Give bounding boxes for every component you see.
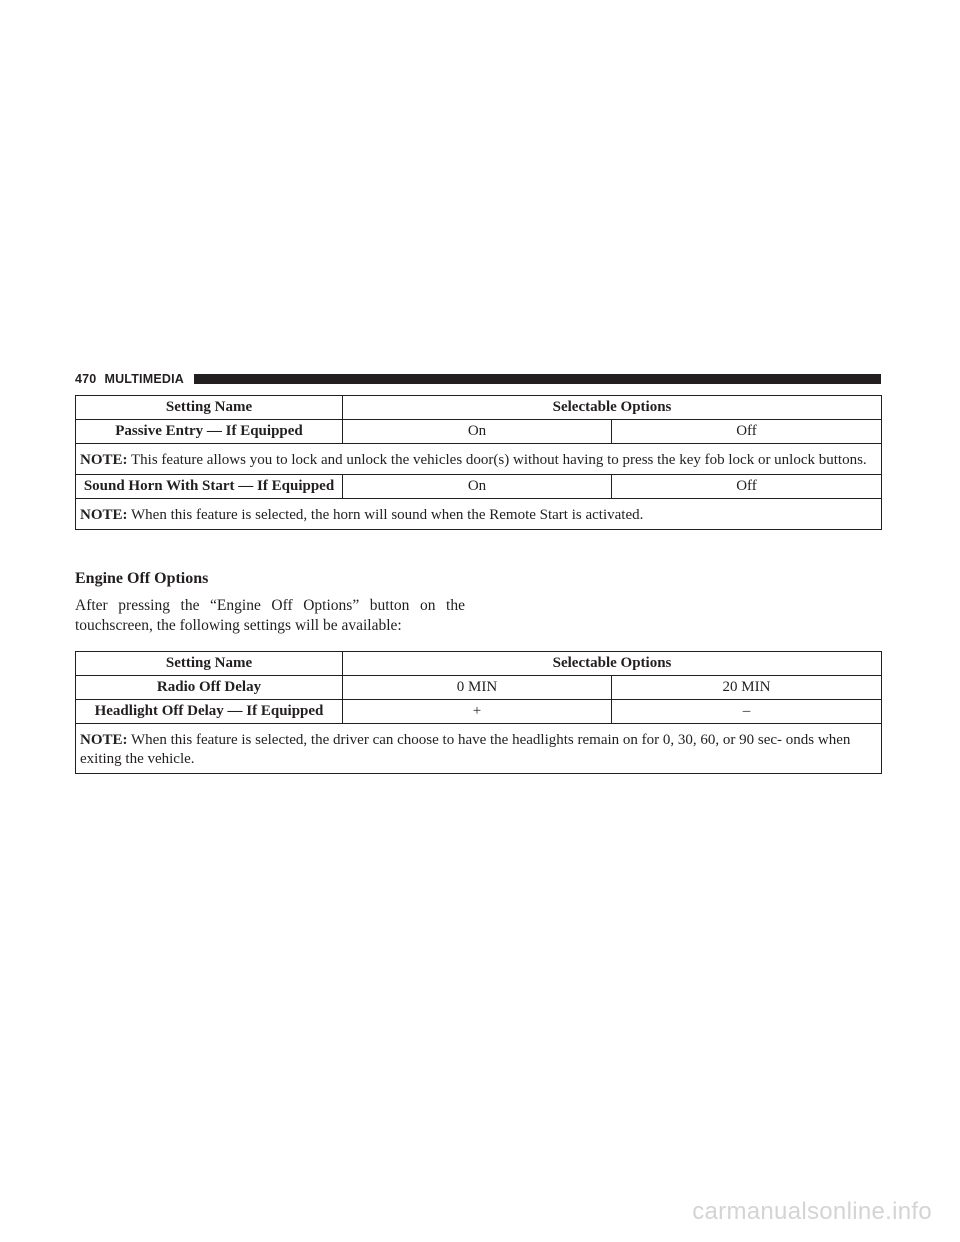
header-setting-name: Setting Name bbox=[76, 396, 343, 420]
table-row bbox=[76, 420, 882, 444]
option-on: On bbox=[343, 420, 612, 444]
table-row bbox=[76, 475, 882, 499]
setting-name-sound-horn: Sound Horn With Start — If Equipped bbox=[76, 475, 343, 499]
note-row bbox=[76, 499, 882, 530]
table-header-row bbox=[76, 652, 882, 676]
option-0-min: 0 MIN bbox=[343, 676, 612, 700]
site-watermark: carmanualsonline.info bbox=[692, 1198, 932, 1225]
note-headlight-off-delay bbox=[76, 724, 882, 774]
option-on: On bbox=[343, 475, 612, 499]
option-off: Off bbox=[612, 475, 882, 499]
note-label: NOTE: bbox=[80, 452, 128, 468]
note-label: NOTE: bbox=[80, 507, 128, 523]
option-off: Off bbox=[612, 420, 882, 444]
note-label: NOTE: bbox=[80, 732, 128, 748]
note-row bbox=[76, 724, 882, 774]
option-minus: – bbox=[612, 700, 882, 724]
page-number: 470 bbox=[75, 372, 97, 386]
remote-start-settings-table bbox=[75, 395, 882, 530]
header-setting-name: Setting Name bbox=[76, 652, 343, 676]
page-header bbox=[75, 370, 881, 388]
table-header-row bbox=[76, 396, 882, 420]
note-text: When this feature is selected, the horn will sound when the Remote Start is activated. bbox=[131, 507, 644, 523]
header-selectable-options: Selectable Options bbox=[343, 652, 882, 676]
note-passive-entry bbox=[76, 444, 882, 475]
note-row bbox=[76, 444, 882, 475]
note-text: When this feature is selected, the driver can choose to have the headlights remain on for 0, 30, 60, or 90 sec- onds when exiting the vehicle. bbox=[80, 732, 851, 767]
option-20-min: 20 MIN bbox=[612, 676, 882, 700]
engine-off-settings-table bbox=[75, 651, 882, 774]
note-text: This feature allows you to lock and unlock the vehicles door(s) without having to press the key fob lock or unlock buttons. bbox=[131, 452, 867, 468]
setting-name-headlight-off-delay: Headlight Off Delay — If Equipped bbox=[76, 700, 343, 724]
header-rule bbox=[194, 374, 881, 384]
table-row bbox=[76, 676, 882, 700]
section-title: MULTIMEDIA bbox=[104, 372, 185, 386]
header-selectable-options: Selectable Options bbox=[343, 396, 882, 420]
setting-name-passive-entry: Passive Entry — If Equipped bbox=[76, 420, 343, 444]
engine-off-options-heading: Engine Off Options bbox=[75, 570, 209, 587]
engine-off-options-body: After pressing the “Engine Off Options” button on the touchscreen, the following settings will be available: bbox=[75, 597, 465, 634]
setting-name-radio-off-delay: Radio Off Delay bbox=[76, 676, 343, 700]
option-plus: + bbox=[343, 700, 612, 724]
note-sound-horn bbox=[76, 499, 882, 530]
table-row bbox=[76, 700, 882, 724]
